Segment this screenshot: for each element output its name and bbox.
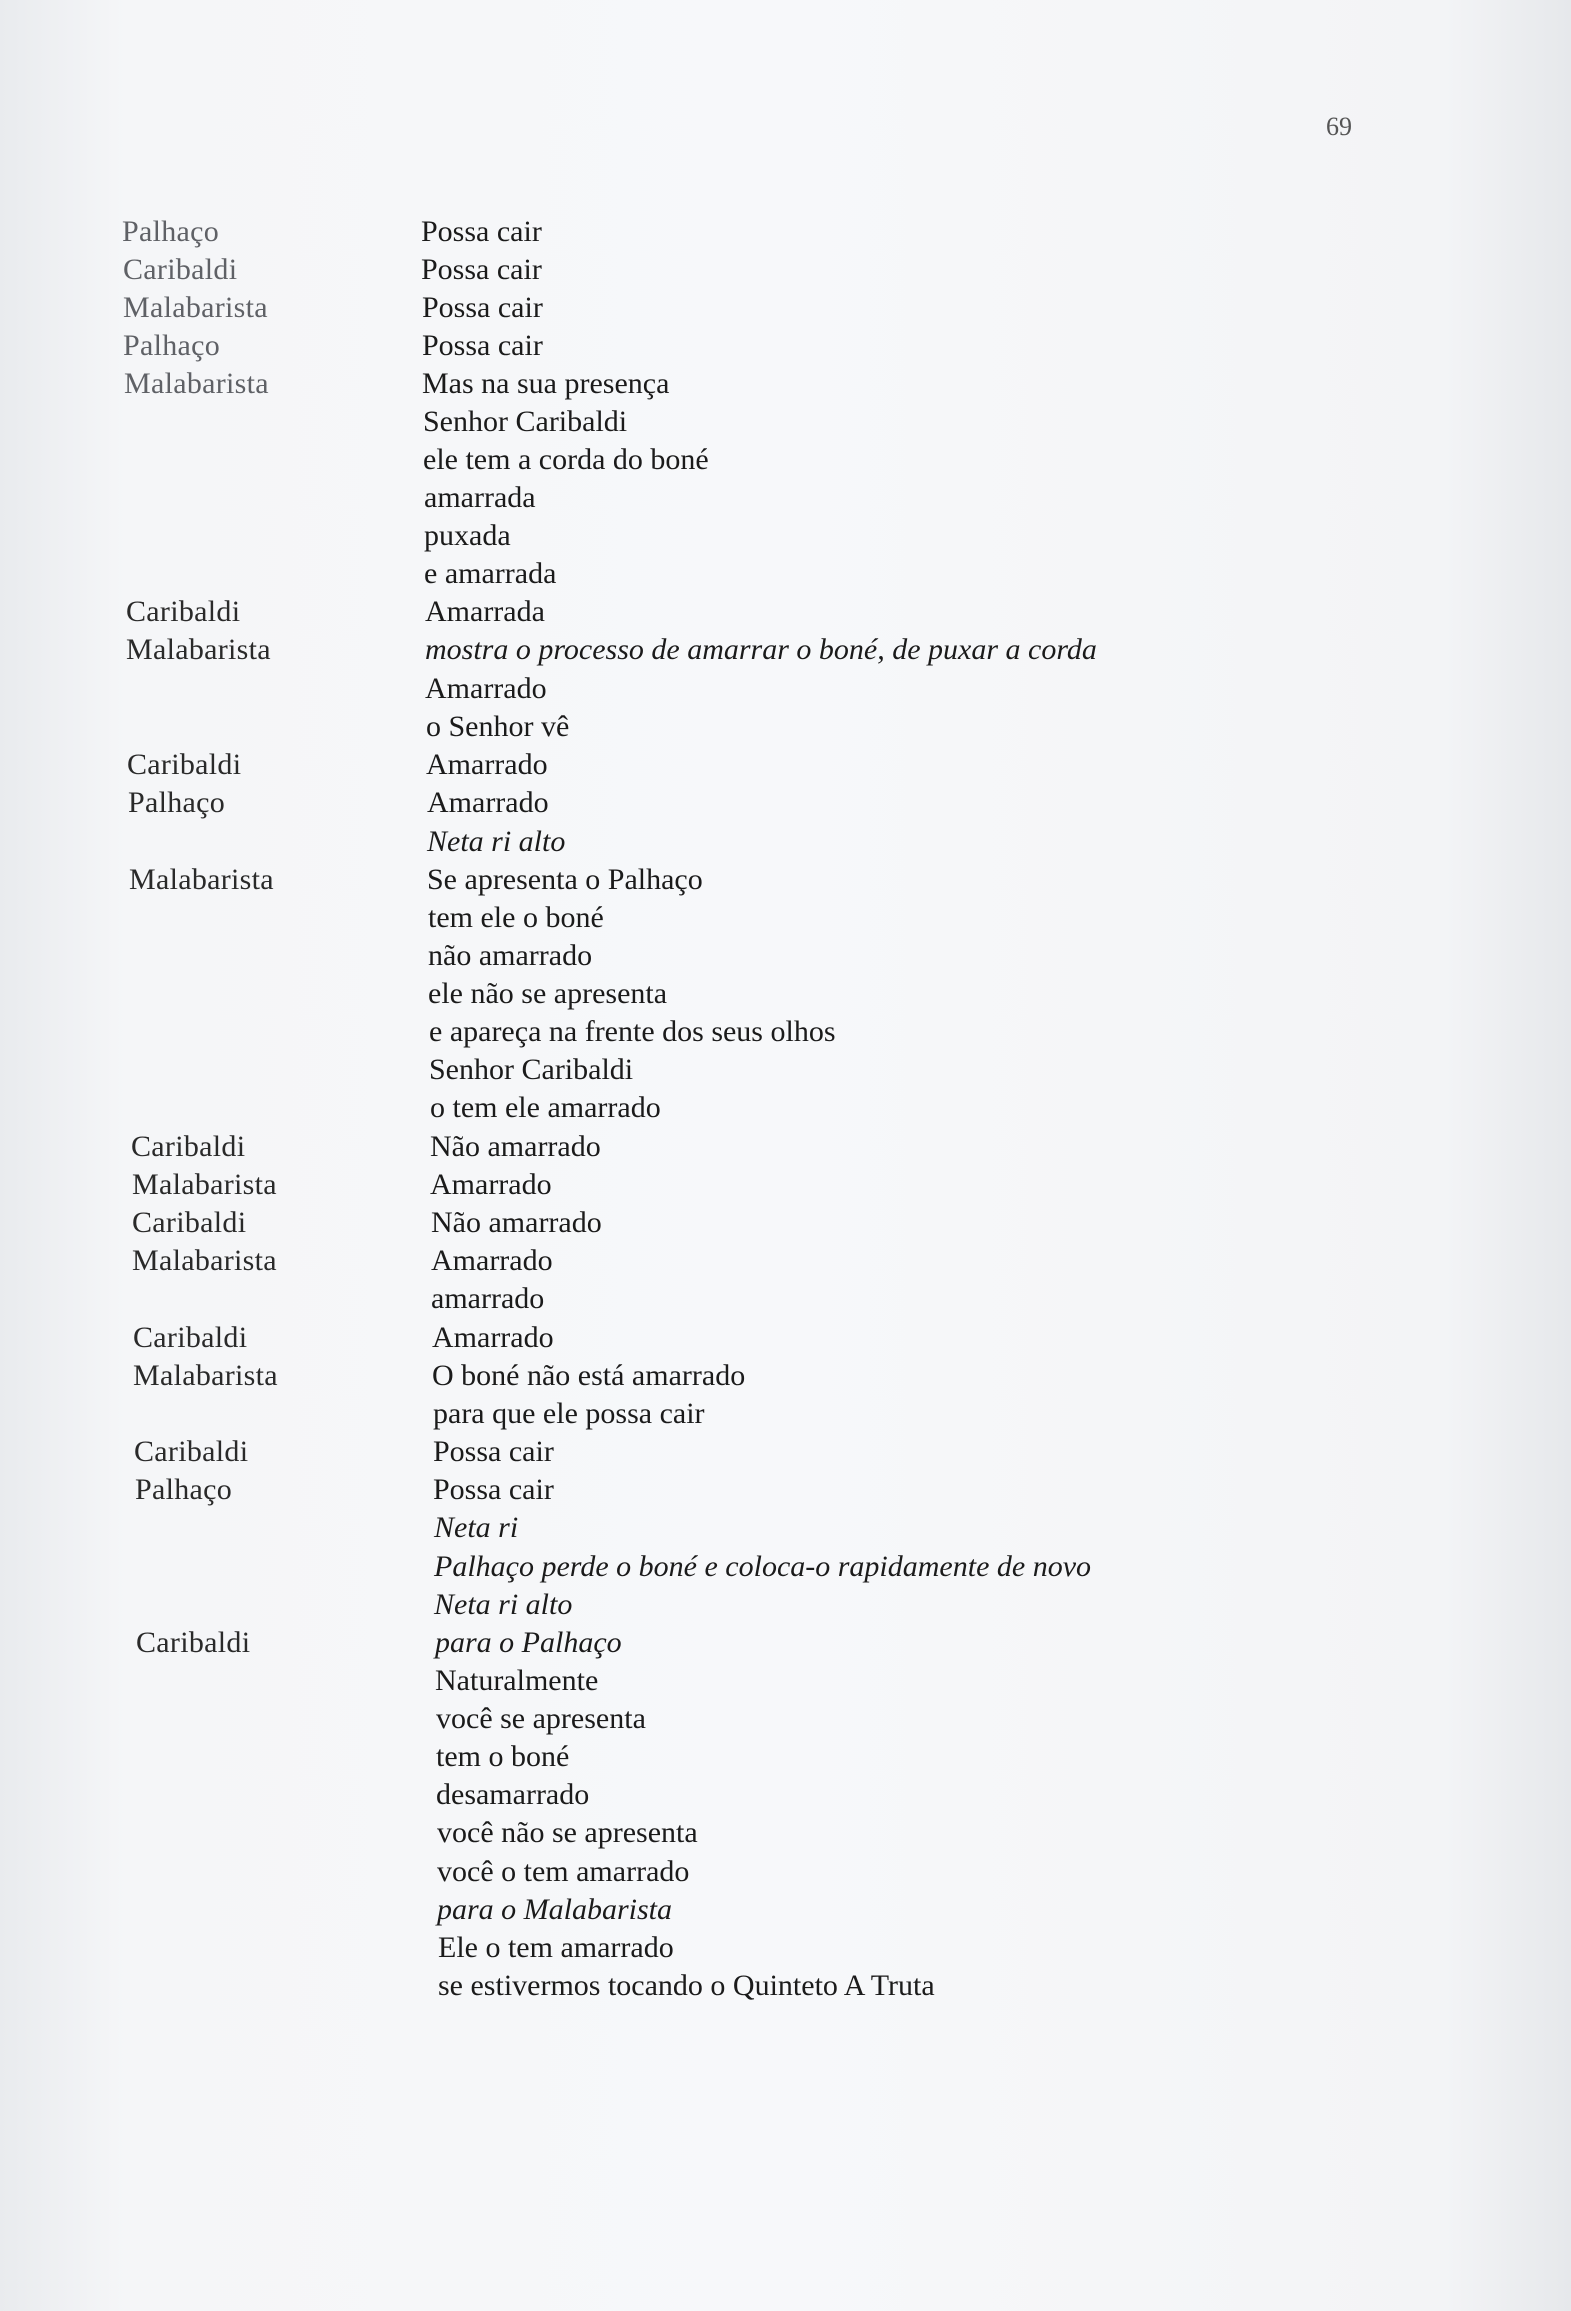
- script-line: [0, 1509, 1571, 1547]
- speaker-name: Palhaço: [128, 786, 226, 819]
- dialogue-text: Amarrado: [432, 1321, 554, 1354]
- speaker-name: Palhaço: [122, 215, 220, 248]
- speaker-name: Malabarista: [132, 1168, 277, 1201]
- dialogue-text: e amarrada: [424, 557, 557, 590]
- dialogue-text: Senhor Caribaldi: [429, 1053, 634, 1086]
- speaker-name: Malabarista: [126, 633, 271, 666]
- speaker-name: Malabarista: [123, 291, 268, 324]
- dialogue-text: ele não se apresenta: [428, 977, 668, 1010]
- dialogue-text: Amarrado: [431, 1244, 553, 1277]
- dialogue-text: tem ele o boné: [428, 901, 604, 934]
- dialogue-text: não amarrado: [428, 939, 593, 972]
- stage-direction: Palhaço perde o boné e coloca-o rapidamente de novo: [434, 1550, 1092, 1583]
- stage-direction: Neta ri alto: [434, 1588, 573, 1621]
- dialogue-text: Naturalmente: [435, 1664, 599, 1697]
- stage-direction: Neta ri: [434, 1511, 519, 1544]
- dialogue-text: Ele o tem amarrado: [438, 1931, 674, 1964]
- dialogue-text: Possa cair: [433, 1473, 554, 1506]
- dialogue-text: desamarrado: [436, 1778, 590, 1811]
- script-line: [0, 1166, 1571, 1204]
- dialogue-text: amarrado: [431, 1282, 545, 1315]
- script-line: [0, 1624, 1571, 1662]
- script-line: [0, 1471, 1571, 1509]
- script-line: [0, 1280, 1571, 1318]
- script-line: [0, 213, 1571, 251]
- dialogue-text: Possa cair: [421, 253, 542, 286]
- script-line: [0, 1967, 1571, 2005]
- script-line: [0, 365, 1571, 403]
- speaker-name: Caribaldi: [131, 1130, 246, 1163]
- dialogue-text: Amarrado: [430, 1168, 552, 1201]
- speaker-name: Caribaldi: [134, 1435, 249, 1468]
- dialogue-text: Não amarrado: [431, 1206, 602, 1239]
- speaker-name: Caribaldi: [136, 1626, 251, 1659]
- script-line: [0, 593, 1571, 631]
- script-line: [0, 479, 1571, 517]
- script-line: [0, 1433, 1571, 1471]
- script-line: [0, 1357, 1571, 1395]
- dialogue-text: Não amarrado: [430, 1130, 601, 1163]
- dialogue-text: Amarrada: [425, 595, 545, 628]
- dialogue-text: Possa cair: [421, 215, 542, 248]
- script-line: [0, 1738, 1571, 1776]
- stage-direction: para o Palhaço: [435, 1626, 622, 1659]
- speaker-name: Caribaldi: [132, 1206, 247, 1239]
- stage-direction: para o Malabarista: [437, 1893, 673, 1926]
- script-line: [0, 631, 1571, 669]
- dialogue-text: você se apresenta: [436, 1702, 646, 1735]
- dialogue-text: O boné não está amarrado: [432, 1359, 746, 1392]
- script-line: [0, 1089, 1571, 1127]
- dialogue-text: você o tem amarrado: [437, 1855, 690, 1888]
- script-line: [0, 861, 1571, 899]
- script-line: [0, 1395, 1571, 1433]
- dialogue-text: Amarrado: [427, 786, 549, 819]
- speaker-name: Malabarista: [132, 1244, 277, 1277]
- dialogue-text: ele tem a corda do boné: [423, 443, 709, 476]
- script-line: [0, 1776, 1571, 1814]
- script-line: [0, 403, 1571, 441]
- dialogue-text: Amarrado: [425, 672, 547, 705]
- script-line: [0, 1662, 1571, 1700]
- speaker-name: Caribaldi: [126, 595, 241, 628]
- script-line: [0, 555, 1571, 593]
- dialogue-text: Possa cair: [422, 329, 543, 362]
- script-line: [0, 937, 1571, 975]
- dialogue-text: puxada: [424, 519, 511, 552]
- script-line: [0, 746, 1571, 784]
- dialogue-text: Senhor Caribaldi: [423, 405, 628, 438]
- script-line: [0, 441, 1571, 479]
- script-line: [0, 327, 1571, 365]
- script-line: [0, 1891, 1571, 1929]
- script-line: [0, 670, 1571, 708]
- dialogue-text: Mas na sua presença: [422, 367, 670, 400]
- dialogue-text: Amarrado: [426, 748, 548, 781]
- dialogue-text: para que ele possa cair: [433, 1397, 705, 1430]
- script-line: [0, 708, 1571, 746]
- stage-direction: Neta ri alto: [427, 825, 566, 858]
- dialogue-text: o Senhor vê: [426, 710, 570, 743]
- dialogue-text: tem o boné: [436, 1740, 570, 1773]
- script-line: [0, 1242, 1571, 1280]
- script-line: [0, 1319, 1571, 1357]
- script-line: [0, 517, 1571, 555]
- speaker-name: Malabarista: [129, 863, 274, 896]
- script-line: [0, 1548, 1571, 1586]
- speaker-name: Palhaço: [135, 1473, 233, 1506]
- script-line: [0, 975, 1571, 1013]
- dialogue-text: e apareça na frente dos seus olhos: [429, 1015, 836, 1048]
- speaker-name: Caribaldi: [127, 748, 242, 781]
- script-line: [0, 1051, 1571, 1089]
- dialogue-text: o tem ele amarrado: [430, 1091, 661, 1124]
- dialogue-text: você não se apresenta: [437, 1816, 698, 1849]
- dialogue-text: Possa cair: [422, 291, 543, 324]
- script-line: [0, 1853, 1571, 1891]
- dialogue-text: Se apresenta o Palhaço: [427, 863, 703, 896]
- script-line: [0, 251, 1571, 289]
- speaker-name: Palhaço: [123, 329, 221, 362]
- script-line: [0, 289, 1571, 327]
- dialogue-text: Possa cair: [433, 1435, 554, 1468]
- dialogue-text: se estivermos tocando o Quinteto A Truta: [438, 1969, 935, 2002]
- script-line: [0, 1700, 1571, 1738]
- page-number: 69: [1326, 112, 1352, 141]
- stage-direction: mostra o processo de amarrar o boné, de puxar a corda: [425, 633, 1097, 666]
- script-line: [0, 899, 1571, 937]
- script-line: [0, 823, 1571, 861]
- script-line: [0, 1204, 1571, 1242]
- dialogue-text: amarrada: [424, 481, 536, 514]
- script-line: [0, 1586, 1571, 1624]
- script-line: [0, 1814, 1571, 1852]
- speaker-name: Malabarista: [124, 367, 269, 400]
- script-line: [0, 784, 1571, 822]
- speaker-name: Caribaldi: [123, 253, 238, 286]
- script-line: [0, 1013, 1571, 1051]
- speaker-name: Caribaldi: [133, 1321, 248, 1354]
- speaker-name: Malabarista: [133, 1359, 278, 1392]
- script-line: [0, 1128, 1571, 1166]
- script-line: [0, 1929, 1571, 1967]
